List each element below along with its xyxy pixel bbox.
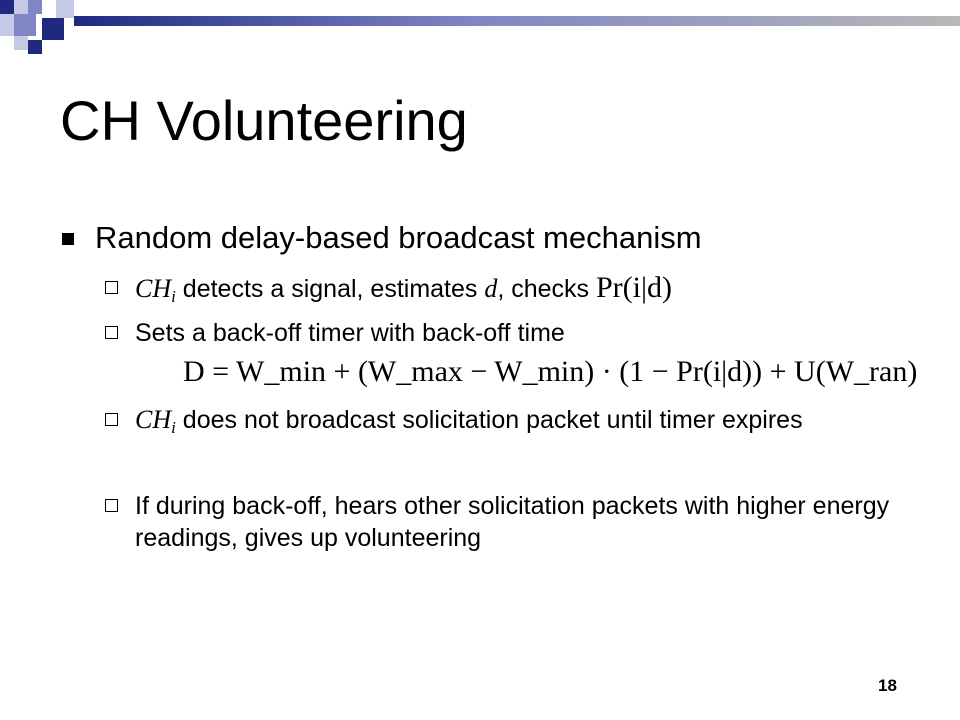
bullet-hollow-square-icon bbox=[105, 499, 118, 512]
bullet-main: Random delay-based broadcast mechanism bbox=[95, 220, 702, 255]
decor-square bbox=[14, 14, 36, 36]
decor-square bbox=[28, 0, 42, 14]
backoff-formula: D = W_min + (W_max − W_min) · (1 − Pr(i|d)) + U(W_ran) bbox=[183, 355, 918, 388]
bullet-hollow-square-icon bbox=[105, 326, 118, 339]
broadcast-text: does not broadcast solicitation packet until timer expires bbox=[175, 406, 803, 434]
decor-square bbox=[56, 0, 74, 18]
ch-subscript: i bbox=[171, 418, 176, 437]
decor-square bbox=[14, 36, 28, 50]
decor-square bbox=[0, 0, 14, 14]
decor-square bbox=[14, 0, 28, 14]
header-decoration bbox=[0, 0, 960, 60]
decor-bar bbox=[74, 16, 960, 26]
ch-subscript: i bbox=[171, 287, 176, 306]
decor-square bbox=[42, 18, 64, 40]
d-variable: d bbox=[484, 274, 498, 303]
sub-bullet-does-not-broadcast bbox=[135, 404, 915, 444]
probability-formula: Pr(i|d) bbox=[596, 271, 672, 304]
sub-bullet-backoff: Sets a back-off timer with back-off time bbox=[135, 319, 565, 347]
bullet-hollow-square-icon bbox=[105, 281, 118, 294]
decor-square bbox=[0, 14, 14, 36]
sub-bullet-gives-up: If during back-off, hears other solicitation packets with higher energy readings, gives up volunteering bbox=[135, 492, 890, 552]
checks-text: , checks bbox=[497, 275, 596, 303]
page-number: 18 bbox=[878, 676, 897, 695]
ch-variable: CH bbox=[135, 405, 172, 434]
ch-variable: CH bbox=[135, 274, 172, 303]
bullet-hollow-square-icon bbox=[105, 413, 118, 426]
slide-title: CH Volunteering bbox=[60, 89, 468, 152]
sub-bullet-detects bbox=[135, 272, 915, 313]
decor-square bbox=[28, 40, 42, 54]
bullet-square-icon bbox=[62, 233, 74, 245]
detects-text: detects a signal, estimates bbox=[175, 275, 485, 303]
